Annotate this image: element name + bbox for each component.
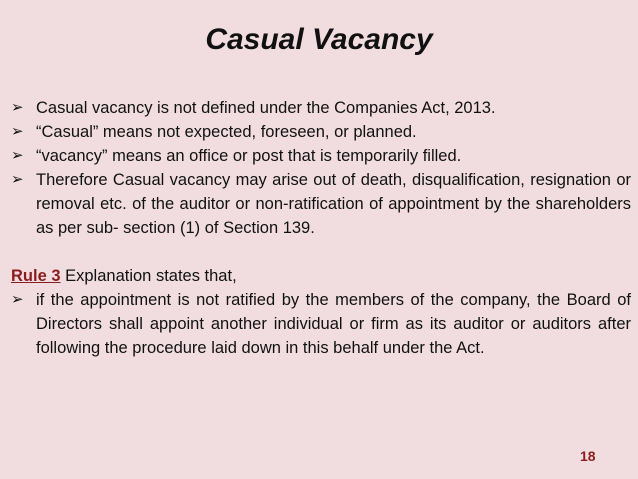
- bullet-item: [11, 144, 631, 168]
- arrow-bullet-icon: ➢: [11, 171, 24, 188]
- slide-title: Casual Vacancy: [205, 23, 433, 56]
- bullet-text: Casual vacancy is not defined under the Companies Act, 2013.: [36, 99, 496, 117]
- rule-label: Rule 3: [11, 267, 61, 285]
- bullet-item: [11, 168, 631, 240]
- bullet-item: [11, 120, 631, 144]
- slide-content: [11, 96, 631, 360]
- arrow-bullet-icon: ➢: [11, 147, 24, 164]
- rule-heading: [11, 264, 631, 288]
- page-number: 18: [580, 448, 596, 464]
- bullet-item: [11, 288, 631, 360]
- rule-text: Explanation states that,: [65, 267, 237, 285]
- arrow-bullet-icon: ➢: [11, 123, 24, 140]
- arrow-bullet-icon: ➢: [11, 99, 24, 116]
- bullet-text: “Casual” means not expected, foreseen, or planned.: [36, 123, 417, 141]
- bullet-item: [11, 96, 631, 120]
- bullet-text: if the appointment is not ratified by the members of the company, the Board of Directors shall appoint another individual or firm as its auditor or auditors after following the procedure laid down in this behalf under the Act.: [36, 291, 631, 357]
- bullet-text: Therefore Casual vacancy may arise out of death, disqualification, resignation or removal etc. of the auditor or non-ratification of appointment by the shareholders as per sub- section (1) of Section 139.: [36, 171, 631, 237]
- bullet-text: “vacancy” means an office or post that is temporarily filled.: [36, 147, 462, 165]
- arrow-bullet-icon: ➢: [11, 291, 24, 308]
